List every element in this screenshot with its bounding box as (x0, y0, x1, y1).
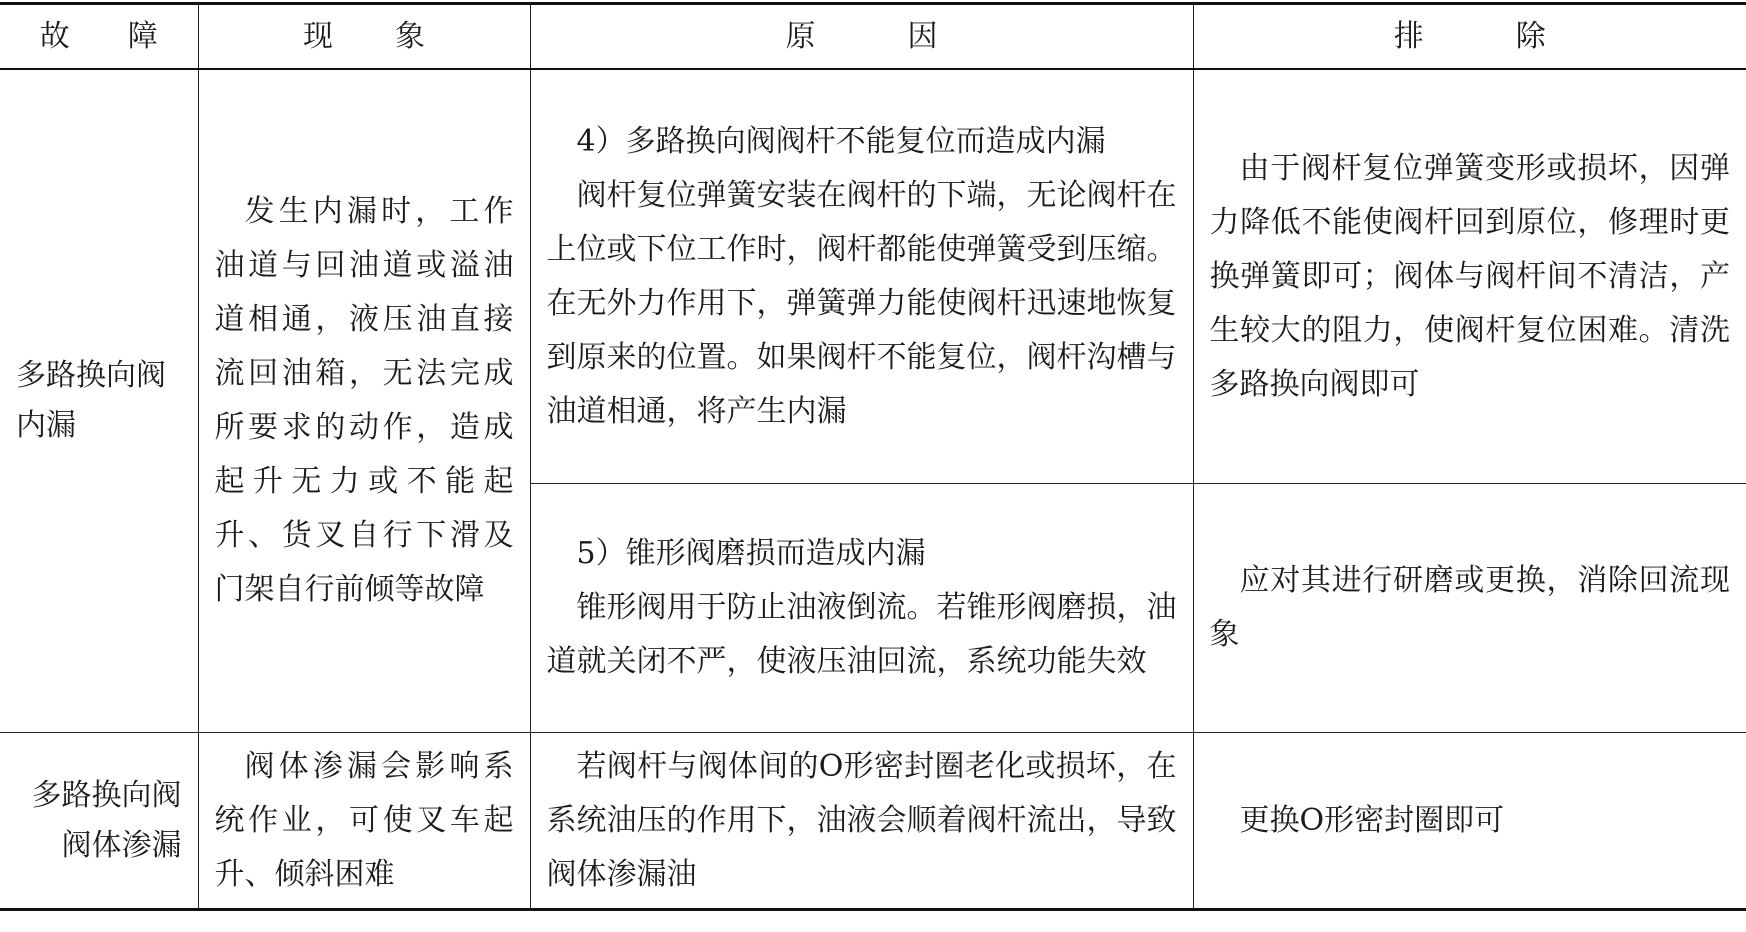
remedy-text: 应对其进行研磨或更换，消除回流现象 (1209, 563, 1730, 652)
header-cause (530, 4, 1193, 70)
header-phenomenon-char-1: 现 (303, 18, 333, 54)
cause-cell (530, 69, 1193, 484)
fault-table (0, 2, 1746, 911)
cause-text: 锥形阀用于防止油液倒流。若锥形阀磨损，油道就关闭不严，使液压油回流，系统功能失效 (546, 590, 1177, 679)
cause-cell (530, 733, 1193, 910)
phenomenon-cell (198, 69, 530, 733)
cause-text: 若阀杆与阀体间的O形密封圈老化或损坏，在系统油压的作用下，油液会顺着阀杆流出，导致阀体渗漏油 (546, 748, 1177, 892)
header-cause-char-2: 因 (907, 18, 938, 54)
phenomenon-text: 发生内漏时，工作油道与回油道或溢油道相通，液压油直接流回油箱，无法完成所要求的动作，造成起升无力或不能起升、货叉自行下滑及门架自行前倾等故障 (214, 194, 514, 607)
cause-title: 4）多路换向阀阀杆不能复位而造成内漏 (576, 123, 1106, 159)
header-phenomenon-char-2: 象 (395, 18, 425, 54)
remedy-cell (1193, 484, 1746, 733)
phenomenon-text: 阀体渗漏会影响系统作业，可使叉车起升、倾斜困难 (214, 748, 514, 892)
header-fault (0, 4, 198, 70)
remedy-cell (1193, 733, 1746, 910)
header-remedy-char-2: 除 (1515, 18, 1546, 54)
cause-text: 阀杆复位弹簧安装在阀杆的下端，无论阀杆在上位或下位工作时，阀杆都能使弹簧受到压缩。在无外力作用下，弹簧弹力能使阀杆迅速地恢复到原来的位置。如果阀杆不能复位，阀杆沟槽与油道相通，将产生内漏 (546, 177, 1177, 429)
table-header-row (0, 4, 1746, 70)
fault-label: 多路换向阀阀体渗漏 (31, 777, 182, 863)
header-fault-char-2: 障 (127, 18, 158, 54)
header-remedy-char-1: 排 (1393, 18, 1424, 54)
header-phenomenon (198, 4, 530, 70)
phenomenon-cell (198, 733, 530, 910)
remedy-text: 更换O形密封圈即可 (1239, 802, 1505, 838)
table-row (0, 69, 1746, 484)
fault-label: 多路换向阀内漏 (16, 358, 166, 443)
remedy-cell (1193, 69, 1746, 484)
fault-cell (0, 733, 198, 910)
cause-cell (530, 484, 1193, 733)
header-fault-char-1: 故 (39, 18, 70, 54)
table-row (0, 733, 1746, 910)
header-remedy (1193, 4, 1746, 70)
cause-title: 5）锥形阀磨损而造成内漏 (576, 536, 926, 571)
fault-cell (0, 69, 198, 733)
header-cause-char-1: 原 (785, 18, 816, 54)
remedy-text: 由于阀杆复位弹簧变形或损坏，因弹力降低不能使阀杆回到原位，修理时更换弹簧即可；阀体与阀杆间不清洁，产生较大的阻力，使阀杆复位困难。清洗多路换向阀即可 (1209, 150, 1730, 402)
